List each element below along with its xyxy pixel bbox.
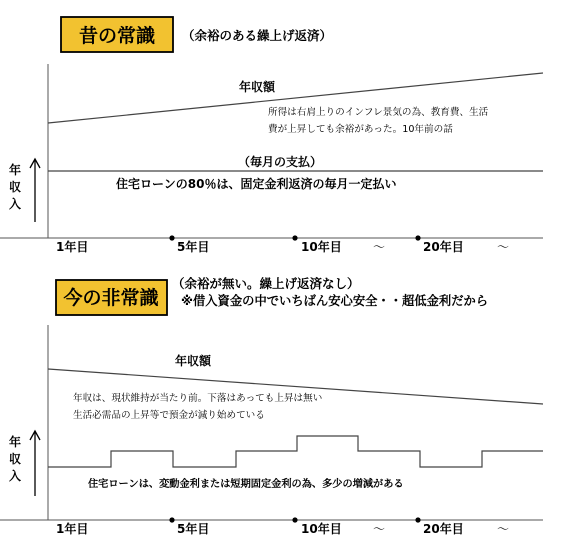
income-note-old-2: 費が上昇しても余裕があった。10年前の話: [268, 124, 453, 135]
x-tick-old-1: 1年目: [56, 240, 89, 254]
tick-dot-new-5: [169, 517, 174, 522]
y-axis-label-new-1: 年: [8, 435, 22, 449]
x-tick-old-5: 5年目: [177, 240, 210, 254]
income-label-old: 年収額: [239, 80, 276, 94]
y-axis-label-old-3: 入: [8, 197, 22, 211]
x-tick-old-gap2: 〜: [497, 240, 510, 254]
payment-label-old: 住宅ローンの80％は、固定金利返済の毎月一定払い: [116, 177, 397, 191]
y-axis-label-old-2: 収: [8, 180, 22, 194]
note-new: （余裕が無い。繰上げ返済なし）: [172, 276, 360, 291]
income-label-new: 年収額: [175, 354, 212, 368]
x-tick-new-1: 1年目: [56, 522, 89, 536]
panel-old-common-sense: [0, 17, 543, 254]
tick-dot-new-20: [415, 517, 420, 522]
tick-dot-new-10: [292, 517, 297, 522]
x-tick-old-10: 10年目: [301, 240, 342, 254]
x-tick-new-gap2: 〜: [497, 522, 510, 536]
up-arrow-icon: [30, 159, 40, 222]
income-note-old-1: 所得は右肩上りのインフレ景気の為、教育費、生活: [268, 107, 489, 118]
note-old: （余裕のある繰上げ返済）: [182, 28, 333, 43]
up-arrow-icon: [30, 431, 40, 496]
title-old: 昔の常識: [78, 25, 156, 47]
y-axis-label-old-1: 年: [8, 163, 22, 177]
y-axis-label-new-3: 入: [8, 469, 22, 483]
payment-heading-old: （毎月の支払）: [238, 155, 323, 169]
x-tick-new-gap1: 〜: [373, 522, 386, 536]
x-tick-old-20: 20年目: [423, 240, 464, 254]
panel-new-uncommon-sense: [0, 276, 543, 536]
income-note-new-1: 年収は、現状維持が当たり前。下落はあっても上昇は無い: [73, 393, 323, 404]
note2-new: ※借入資金の中でいちばん安心安全・・超低金利だから: [181, 294, 489, 308]
x-tick-new-10: 10年目: [301, 522, 342, 536]
tick-dot-old-20: [415, 235, 420, 240]
tick-dot-old-5: [169, 235, 174, 240]
x-tick-old-gap1: 〜: [373, 240, 386, 254]
payment-steps-new: [48, 436, 543, 467]
tick-dot-old-10: [292, 235, 297, 240]
x-tick-new-5: 5年目: [177, 522, 210, 536]
title-new: 今の非常識: [63, 287, 159, 309]
y-axis-label-new-2: 収: [8, 452, 22, 466]
payment-note-new: 住宅ローンは、変動金利または短期固定金利の為、多少の増減がある: [88, 479, 404, 490]
income-note-new-2: 生活必需品の上昇等で預金が減り始めている: [73, 410, 265, 421]
x-tick-new-20: 20年目: [423, 522, 464, 536]
